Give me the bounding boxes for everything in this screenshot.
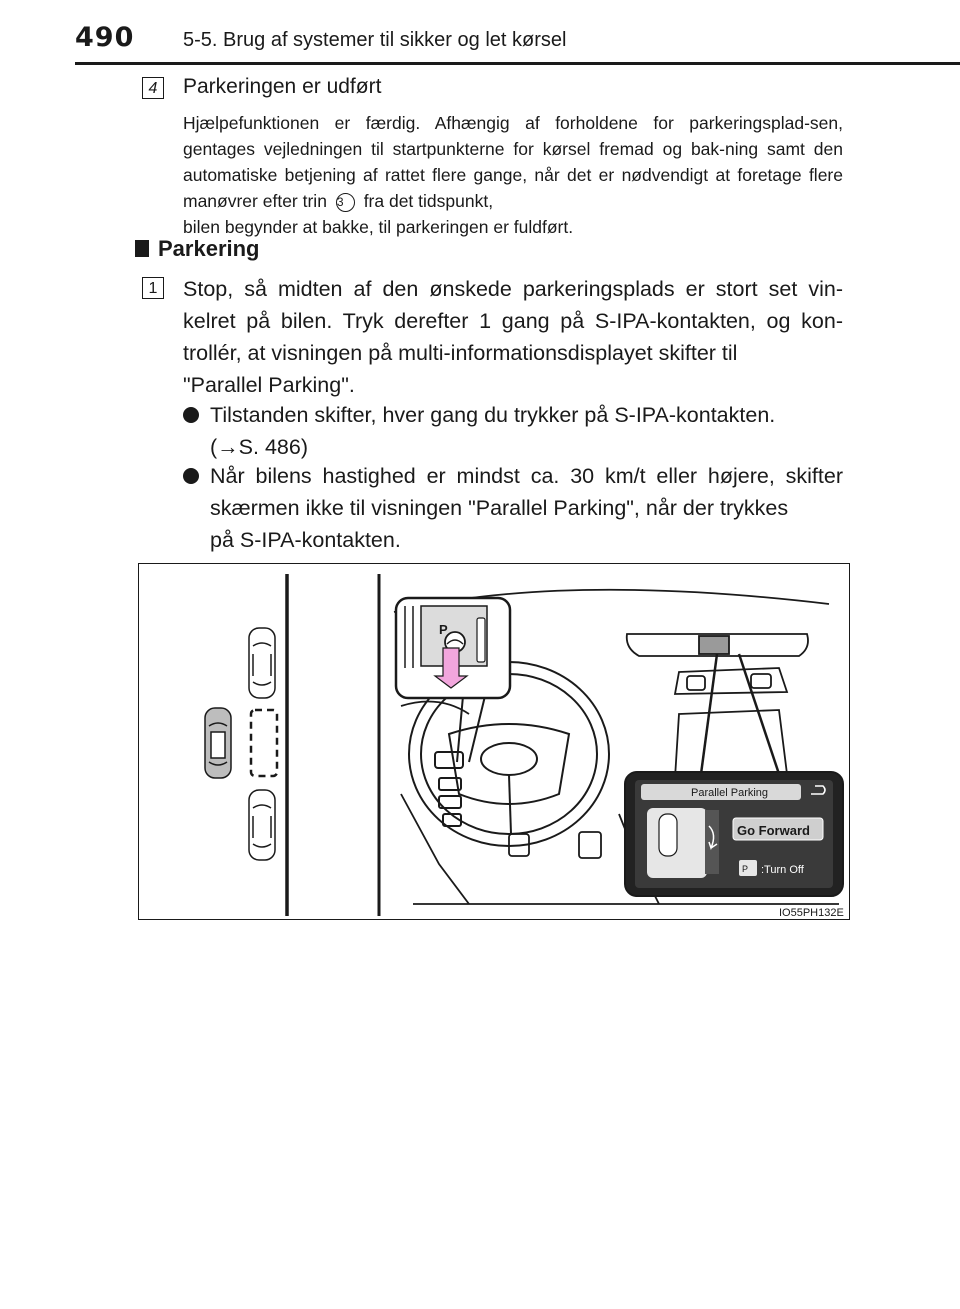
bullet-dot-icon xyxy=(183,407,199,423)
switch-label: P xyxy=(439,622,448,637)
car-icon xyxy=(659,814,677,856)
parked-car-icon xyxy=(249,790,275,860)
turn-off-prefix: P xyxy=(742,864,749,874)
section-title: 5-5. Brug af systemer til sikker og let kørsel xyxy=(183,29,567,51)
own-car-icon xyxy=(205,708,231,778)
parked-car-icon xyxy=(249,628,275,698)
step-4-badge: 4 xyxy=(142,77,164,99)
step-1-badge: 1 xyxy=(142,277,164,299)
s-ipa-switch-callout xyxy=(396,598,510,698)
step-4-description xyxy=(183,110,843,240)
step-1-description xyxy=(183,273,843,401)
bullet-text: Tilstanden skifter, hver gang du trykker på S-IPA-kontakten. xyxy=(210,403,776,427)
page-number: 490 xyxy=(75,22,135,53)
step-1-text-last: "Parallel Parking". xyxy=(183,373,355,397)
heading-marker xyxy=(135,240,149,257)
step-4-text: Hjælpefunktionen er færdig. Afhængig af forholdene for parkeringsplad-sen, gentages vejledningen til startpunkterne for kørsel fremad og bak-ning samt den automatiske betjening af rattet flere gange, når det er nødvendigt at foretage flere manøvrer efter trin xyxy=(183,113,843,211)
step-4-title: Parkeringen er udført xyxy=(183,75,382,98)
turn-off-label: :Turn Off xyxy=(761,864,804,876)
target-space-icon xyxy=(251,710,277,776)
parking-illustration xyxy=(138,563,850,920)
step-ref-badge: 3 xyxy=(336,193,355,212)
step-1-text: Stop, så midten af den ønskede parkeringsplads er stort set vin-kelret på bilen. Tryk derefter 1 gang på S-IPA-kontakten, og kon-trollér, at visningen på multi-informationsdisplayet skifter til xyxy=(183,277,843,365)
parking-heading: Parkering xyxy=(158,236,260,261)
callout-line-icon xyxy=(701,654,717,774)
bullet-item xyxy=(183,460,843,556)
bullet-text-last: på S-IPA-kontakten. xyxy=(210,528,401,552)
screen-title: Parallel Parking xyxy=(691,787,769,799)
bullet-dot-icon xyxy=(183,468,199,484)
callout-line-icon xyxy=(739,654,779,774)
illustration-svg xyxy=(139,564,850,920)
step-4-text-cont: fra det tidspunkt, xyxy=(363,191,494,211)
bullet-text: Når bilens hastighed er mindst ca. 30 km/t eller højere, skifter skærmen ikke til visningen "Parallel Parking", når der trykkes xyxy=(210,464,843,520)
figure-code: IO55PH132E xyxy=(779,907,844,919)
step-4-text-last: bilen begynder at bakke, til parkeringen er fuldført. xyxy=(183,217,574,237)
go-forward-label: Go Forward xyxy=(737,823,810,838)
bullet-ref: (→S. 486) xyxy=(210,435,308,459)
header-rule xyxy=(75,62,960,65)
bullet-item xyxy=(183,399,843,463)
